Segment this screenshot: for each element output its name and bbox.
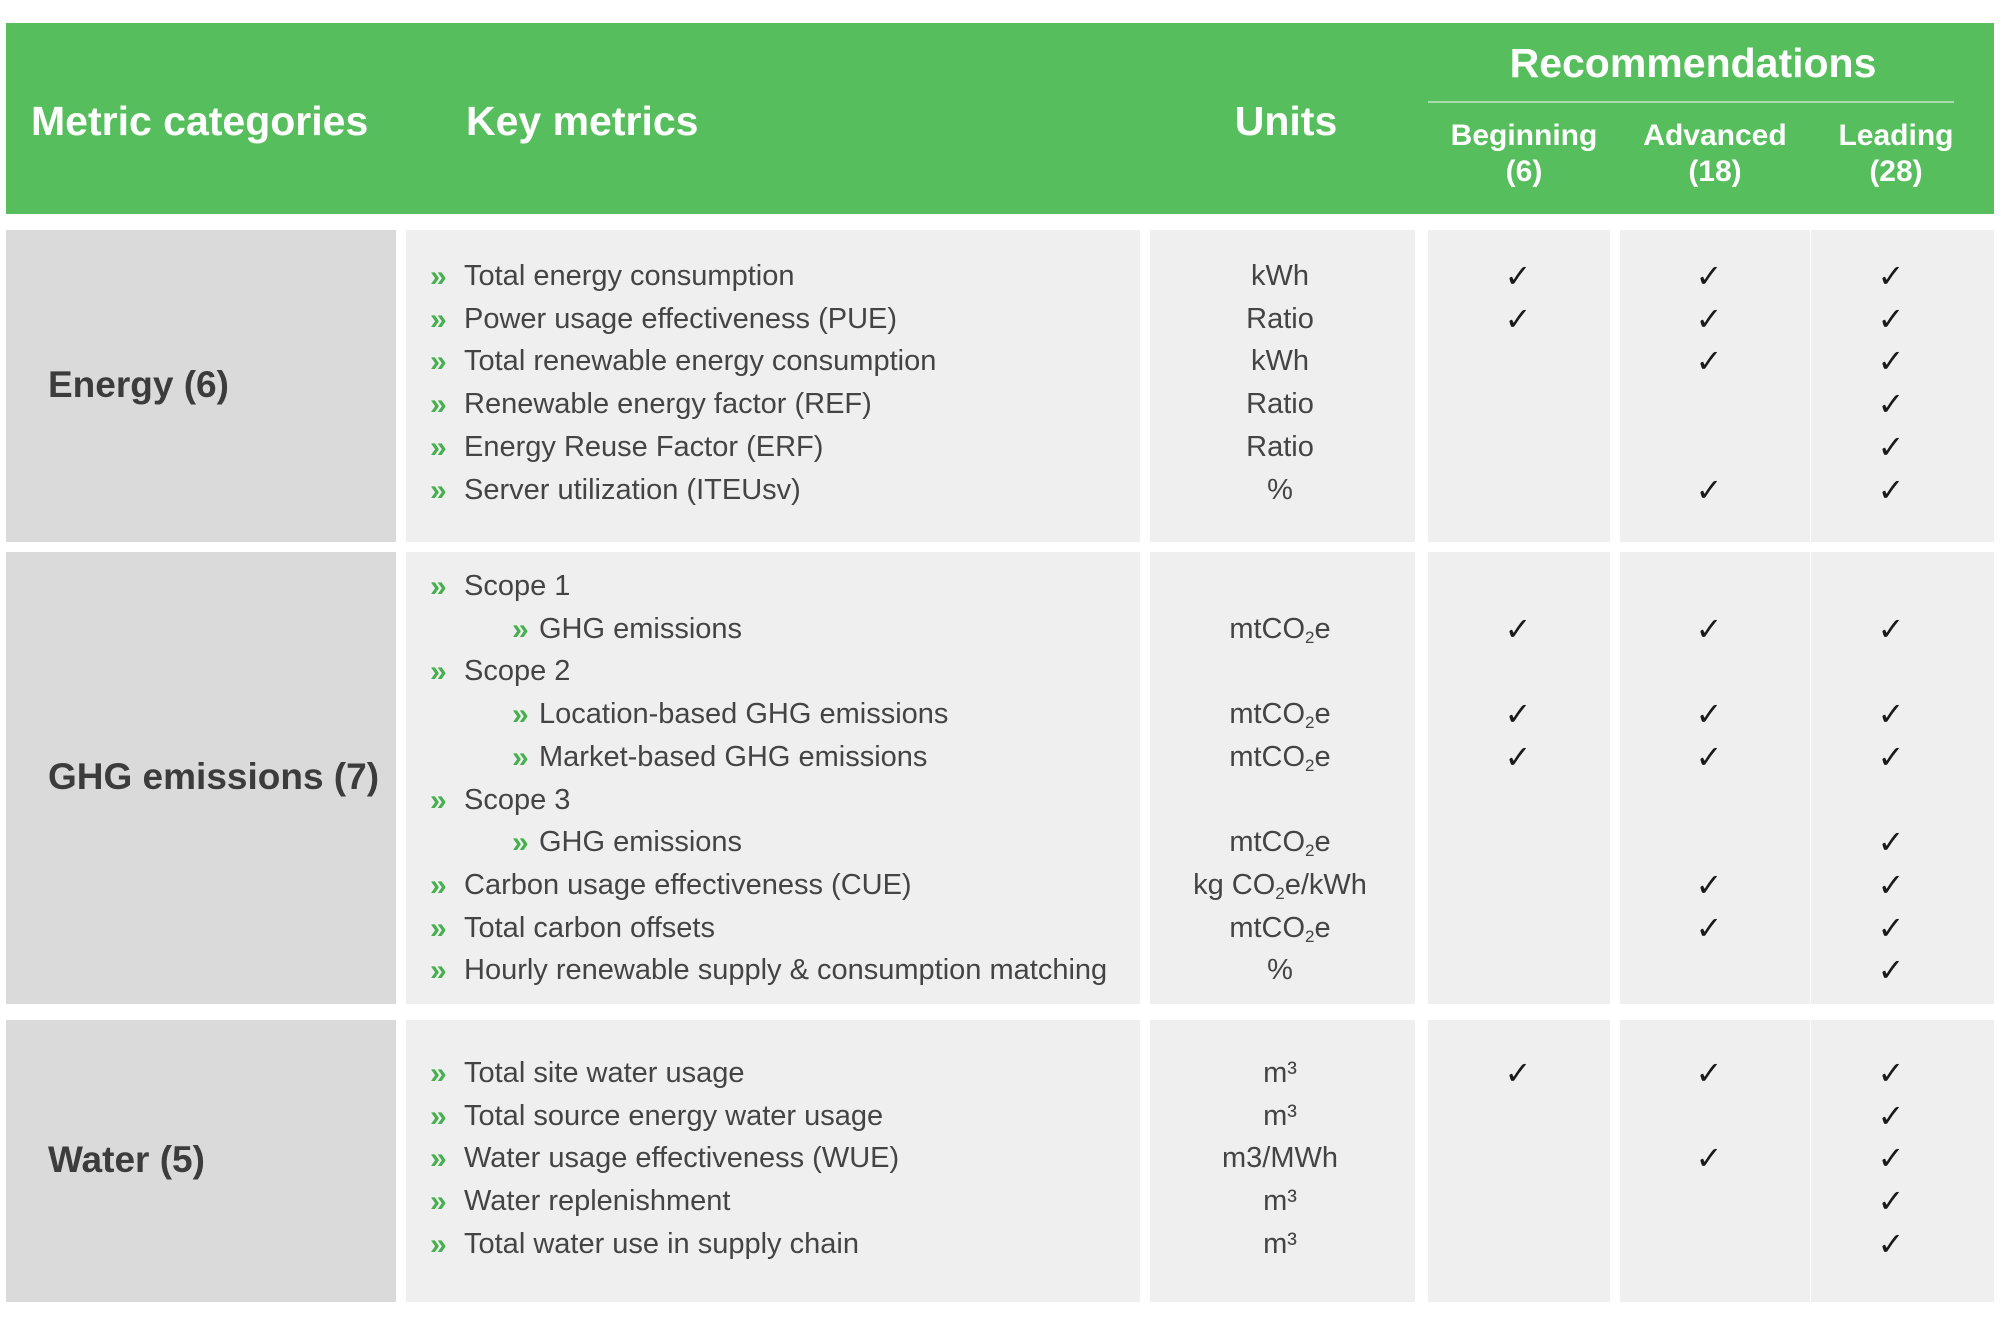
- chevron-icon: »: [512, 612, 529, 646]
- checkmark-icon: ✓: [1877, 1055, 1905, 1091]
- level-name: Advanced: [1643, 119, 1787, 152]
- unit-value: [1149, 864, 1411, 907]
- header-recommendations: Recommendations: [1509, 40, 1877, 86]
- metric-label: GHG emissions: [539, 826, 743, 859]
- checkmark-icon: ✓: [1695, 258, 1723, 294]
- chevron-icon: »: [430, 345, 447, 379]
- header-level-advanced: [1620, 118, 1810, 190]
- unit-value: %: [1267, 473, 1293, 506]
- chevron-icon: »: [512, 740, 529, 774]
- unit-value: [1149, 608, 1411, 651]
- checkmark-icon: ✓: [1877, 386, 1905, 423]
- level-count: (6): [1505, 155, 1543, 188]
- unit-value: m³: [1263, 1099, 1297, 1132]
- checkmark-icon: ✓: [1504, 696, 1532, 733]
- checkmark-icon: ✓: [1877, 471, 1905, 508]
- chevron-icon: »: [512, 826, 529, 860]
- level-count: (28): [1869, 155, 1923, 188]
- unit-subscript: 2: [1305, 755, 1315, 775]
- chevron-icon: »: [430, 1185, 447, 1219]
- checkmark-icon: ✓: [1695, 1140, 1723, 1177]
- chevron-icon: »: [430, 430, 447, 464]
- unit-value: [1149, 693, 1411, 736]
- chevron-icon: »: [430, 911, 447, 945]
- unit-value: Ratio: [1246, 388, 1314, 421]
- metric-label: Hourly renewable supply & consumption matching: [464, 954, 1108, 987]
- checkmark-icon: ✓: [1877, 428, 1905, 465]
- checkmark-icon: ✓: [1695, 738, 1723, 775]
- unit-value: Ratio: [1246, 302, 1314, 335]
- checkmark-icon: ✓: [1695, 343, 1723, 380]
- metric-label: GHG emissions: [539, 612, 743, 645]
- metric-label: Location-based GHG emissions: [539, 698, 949, 731]
- checkmark-icon: ✓: [1695, 471, 1723, 508]
- unit-value: m³: [1263, 1227, 1297, 1260]
- chevron-icon: »: [430, 473, 447, 507]
- chevron-icon: »: [430, 954, 447, 988]
- unit-prefix: mtCO: [1229, 826, 1306, 859]
- checkmark-icon: ✓: [1877, 866, 1905, 903]
- category-label: GHG emissions (7): [48, 756, 380, 797]
- unit-value: %: [1267, 954, 1293, 987]
- checkmark-icon: ✓: [1695, 866, 1723, 903]
- checkmark-icon: ✓: [1695, 696, 1723, 733]
- unit-suffix: e: [1314, 612, 1331, 645]
- checkmark-icon: ✓: [1877, 300, 1905, 337]
- header-units: Units: [1234, 98, 1338, 144]
- unit-value: kWh: [1251, 345, 1309, 378]
- metric-label: Water usage effectiveness (WUE): [464, 1142, 900, 1175]
- chevron-icon: »: [430, 868, 447, 902]
- unit-suffix: e: [1314, 911, 1331, 944]
- checkmark-icon: ✓: [1877, 343, 1905, 380]
- metric-label: Total source energy water usage: [464, 1099, 884, 1132]
- chevron-icon: »: [430, 655, 447, 689]
- unit-suffix: e: [1314, 698, 1331, 731]
- metric-label: Market-based GHG emissions: [539, 740, 928, 773]
- category-label: Energy (6): [48, 364, 229, 405]
- unit-subscript: 2: [1305, 627, 1315, 647]
- metric-label: Total carbon offsets: [464, 911, 715, 944]
- unit-value: kWh: [1251, 260, 1309, 292]
- checkmark-icon: ✓: [1877, 1140, 1905, 1177]
- chevron-icon: »: [430, 1142, 447, 1176]
- metric-label: Renewable energy factor (REF): [464, 388, 872, 421]
- category-label: Water (5): [48, 1139, 205, 1180]
- unit-suffix: e: [1314, 826, 1331, 859]
- metric-label: Total energy consumption: [464, 260, 795, 292]
- unit-subscript: 2: [1305, 841, 1315, 861]
- chevron-icon: »: [430, 302, 447, 336]
- unit-value: [1149, 907, 1411, 950]
- checkmark-icon: ✓: [1877, 952, 1905, 989]
- checkmark-icon: ✓: [1695, 610, 1723, 647]
- checkmark-icon: ✓: [1877, 1183, 1905, 1220]
- checkmark-icon: ✓: [1695, 1055, 1723, 1091]
- unit-value: m³: [1263, 1057, 1297, 1089]
- checkmark-icon: ✓: [1877, 610, 1905, 647]
- checkmark-icon: ✓: [1504, 300, 1532, 337]
- chevron-icon: »: [430, 1227, 447, 1261]
- level-name: Beginning: [1450, 119, 1598, 152]
- checkmark-icon: ✓: [1877, 696, 1905, 733]
- metric-label: Total site water usage: [464, 1057, 745, 1089]
- metric-label: Energy Reuse Factor (ERF): [464, 430, 824, 463]
- unit-subscript: 2: [1305, 926, 1315, 946]
- unit-suffix: e: [1314, 740, 1331, 773]
- unit-prefix: mtCO: [1229, 612, 1306, 645]
- checkmark-icon: ✓: [1504, 610, 1532, 647]
- checkmark-icon: ✓: [1877, 1097, 1905, 1134]
- chevron-icon: »: [430, 1099, 447, 1133]
- header-metric-categories: Metric categories: [31, 98, 369, 144]
- metric-label: Carbon usage effectiveness (CUE): [464, 868, 912, 901]
- unit-value: [1149, 821, 1411, 864]
- checkmark-icon: ✓: [1504, 738, 1532, 775]
- header-key-metrics: Key metrics: [466, 98, 699, 144]
- metric-label: Total water use in supply chain: [464, 1227, 859, 1260]
- header-divider: [1428, 101, 1954, 103]
- unit-value: m³: [1263, 1185, 1297, 1218]
- metric-label: Scope 2: [464, 655, 571, 688]
- unit-value: [1149, 736, 1411, 779]
- level-name: Leading: [1838, 119, 1954, 152]
- unit-value: Ratio: [1246, 430, 1314, 463]
- unit-subscript: 2: [1305, 713, 1315, 733]
- header-level-beginning: [1429, 118, 1619, 190]
- chevron-icon: »: [430, 388, 447, 422]
- header-level-leading: [1801, 118, 1991, 190]
- checkmark-icon: ✓: [1504, 1055, 1532, 1091]
- checkmark-icon: ✓: [1695, 300, 1723, 337]
- chevron-icon: »: [430, 1057, 447, 1090]
- checkmark-icon: ✓: [1877, 1225, 1905, 1262]
- unit-value: m3/MWh: [1222, 1142, 1338, 1175]
- table-header: [6, 23, 1994, 214]
- unit-subscript: 2: [1275, 883, 1285, 903]
- unit-prefix: kg CO: [1193, 868, 1276, 901]
- metric-label: Scope 1: [464, 570, 571, 602]
- chevron-icon: »: [430, 570, 447, 603]
- metric-label: Water replenishment: [464, 1185, 731, 1218]
- checkmark-icon: ✓: [1877, 738, 1905, 775]
- level-count: (18): [1688, 155, 1742, 188]
- unit-prefix: mtCO: [1229, 911, 1306, 944]
- chevron-icon: »: [430, 260, 447, 293]
- metric-label: Power usage effectiveness (PUE): [464, 302, 898, 335]
- unit-suffix: e/kWh: [1284, 868, 1367, 901]
- metric-label: Server utilization (ITEUsv): [464, 473, 801, 506]
- unit-prefix: mtCO: [1229, 740, 1306, 773]
- checkmark-icon: ✓: [1695, 909, 1723, 946]
- unit-prefix: mtCO: [1229, 698, 1306, 731]
- chevron-icon: »: [512, 698, 529, 732]
- metric-label: Scope 3: [464, 783, 571, 816]
- checkmark-icon: ✓: [1877, 909, 1905, 946]
- checkmark-icon: ✓: [1504, 258, 1532, 294]
- checkmark-icon: ✓: [1877, 258, 1905, 294]
- checkmark-icon: ✓: [1877, 824, 1905, 861]
- chevron-icon: »: [430, 783, 447, 817]
- metric-label: Total renewable energy consumption: [464, 345, 937, 378]
